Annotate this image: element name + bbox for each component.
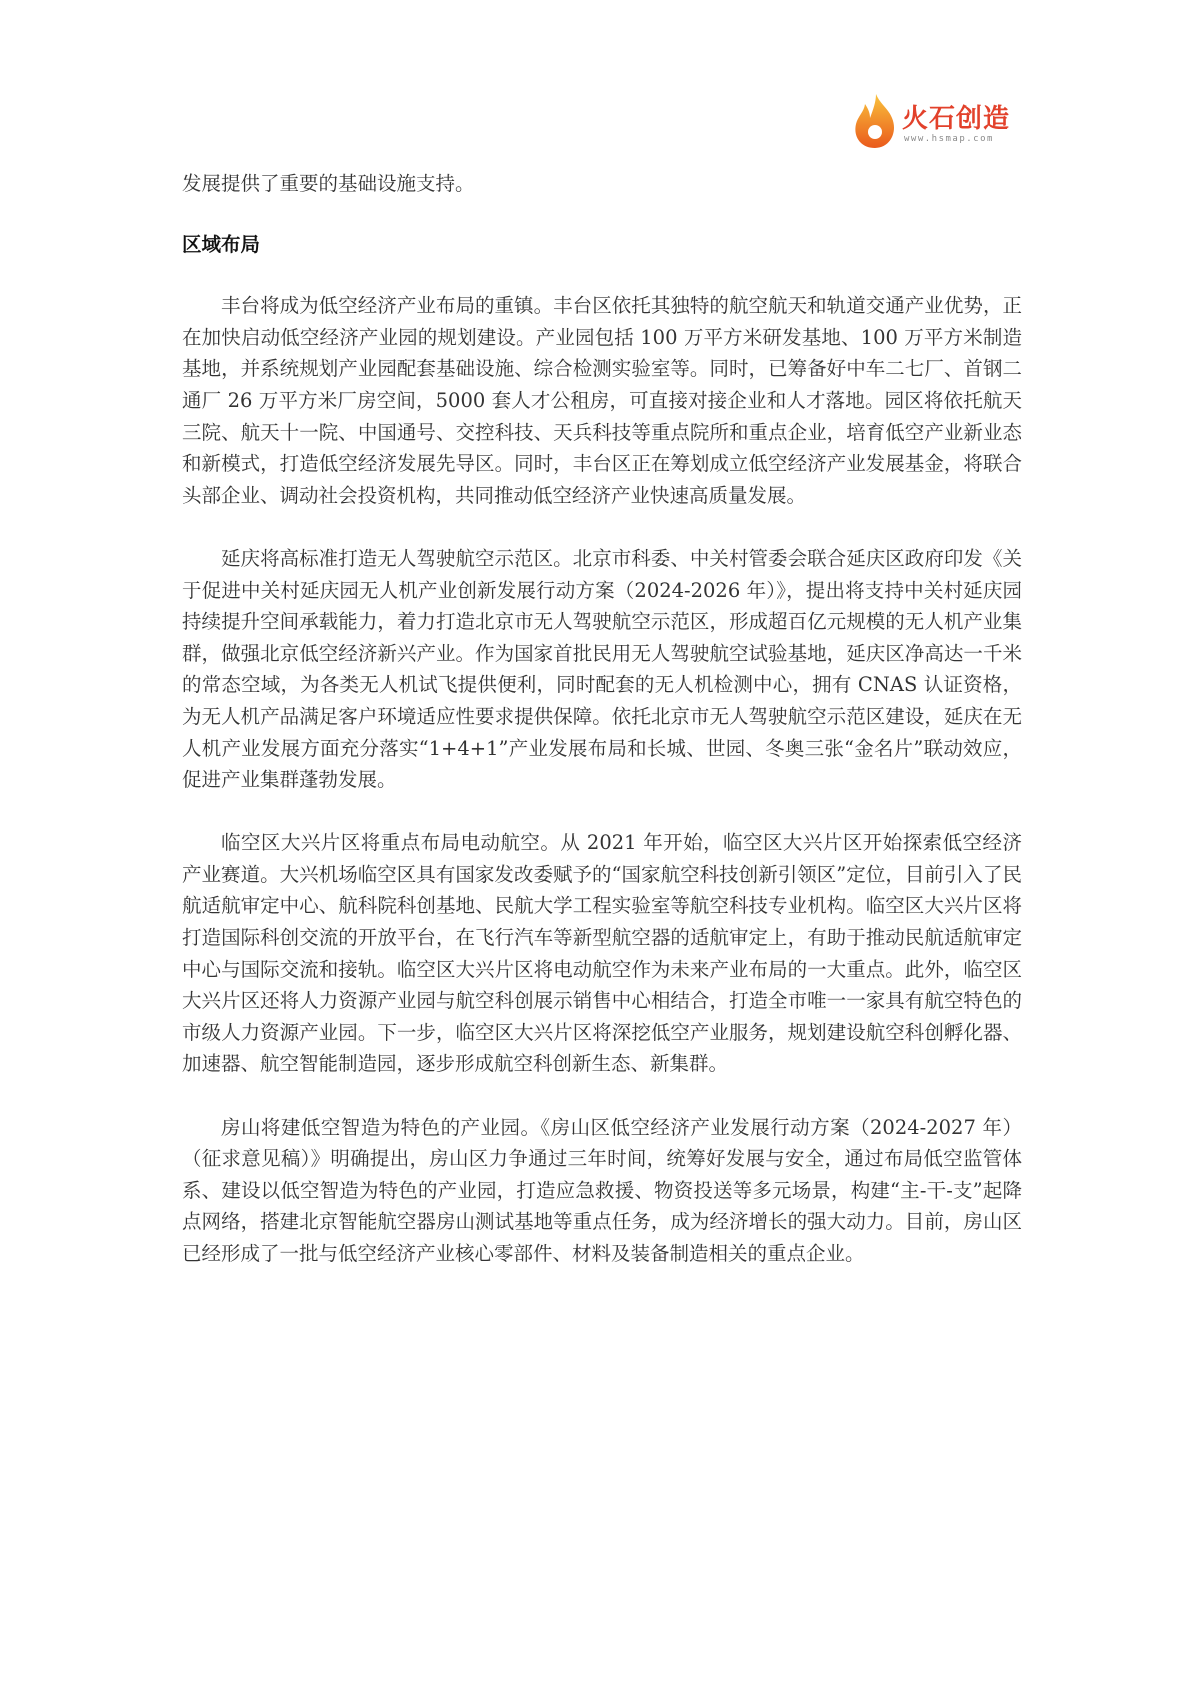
- logo-url: www.hsmap.com: [904, 134, 994, 144]
- paragraph-fangshan: 房山将建低空智造为特色的产业园。《房山区低空经济产业发展行动方案（2024-2027 年）（征求意见稿）》明确提出，房山区力争通过三年时间，统筹好发展与安全，通过布局低空监管体系、建设以低空智造为特色的产业园，打造应急救援、物资投送等多元场景，构建“主-干-支”起降点网络，搭建北京智能航空器房山测试基地等重点任务，成为经济增长的强大动力。目前，房山区已经形成了一批与低空经济产业核心零部件、材料及装备制造相关的重点企业。: [182, 1115, 1022, 1265]
- intro-tail-text: 发展提供了重要的基础设施支持。: [182, 172, 475, 195]
- paragraph-daxing: 临空区大兴片区将重点布局电动航空。从 2021 年开始，临空区大兴片区开始探索低空经济产业赛道。大兴机场临空区具有国家发改委赋予的“国家航空科技创新引领区”定位，目前引入了民航适航审定中心、航科院科创基地、民航大学工程实验室等航空科技专业机构。临空区大兴片区将打造国际科创交流的开放平台，在飞行汽车等新型航空器的适航审定上，有助于推动民航适航审定中心与国际交流和接轨。临空区大兴片区将电动航空作为未来产业布局的一大重点。此外，临空区大兴片区还将人力资源产业园与航空科创展示销售中心相结合，打造全市唯一一家具有航空特色的市级人力资源产业园。下一步，临空区大兴片区将深挖低空产业服务，规划建设航空科创孵化器、加速器、航空智能制造园，逐步形成航空科创新生态、新集群。: [182, 831, 1022, 1076]
- document-body: [182, 168, 1022, 1270]
- paragraph-fengtai: 丰台将成为低空经济产业布局的重镇。丰台区依托其独特的航空航天和轨道交通产业优势，正在加快启动低空经济产业园的规划建设。产业园包括 100 万平方米研发基地、100 万平方米制造基地，并系统规划产业园配套基础设施、综合检测实验室等。同时，已筹备好中车二七厂、首钢二通厂 26 万平方米厂房空间，5000 套人才公租房，可直接对接企业和人才落地。园区将依托航天三院、航天十一院、中国通号、交控科技、天兵科技等重点院所和重点企业，培育低空产业新业态和新模式，打造低空经济发展先导区。同时，丰台区正在筹划成立低空经济产业发展基金，将联合头部企业、调动社会投资机构，共同推动低空经济产业快速高质量发展。: [182, 294, 1022, 507]
- flame-icon: [852, 92, 898, 150]
- logo-name: 火石创造: [902, 104, 1011, 134]
- hsmap-logo: [852, 92, 1012, 152]
- paragraph-yanqing: 延庆将高标准打造无人驾驶航空示范区。北京市科委、中关村管委会联合延庆区政府印发《关于促进中关村延庆园无人机产业创新发展行动方案（2024-2026 年）》，提出将支持中关村延庆园持续提升空间承载能力，着力打造北京市无人驾驶航空示范区，形成超百亿元规模的无人机产业集群，做强北京低空经济新兴产业。作为国家首批民用无人驾驶航空试验基地，延庆区净高达一千米的常态空域，为各类无人机试飞提供便利，同时配套的无人机检测中心，拥有 CNAS 认证资格，为无人机产品满足客户环境适应性要求提供保障。依托北京市无人驾驶航空示范区建设，延庆在无人机产业发展方面充分落实“1+4+1”产业发展布局和长城、世园、冬奥三张“金名片”联动效应，促进产业集群蓬勃发展。: [182, 546, 1022, 792]
- section-heading: 区域布局: [182, 232, 261, 256]
